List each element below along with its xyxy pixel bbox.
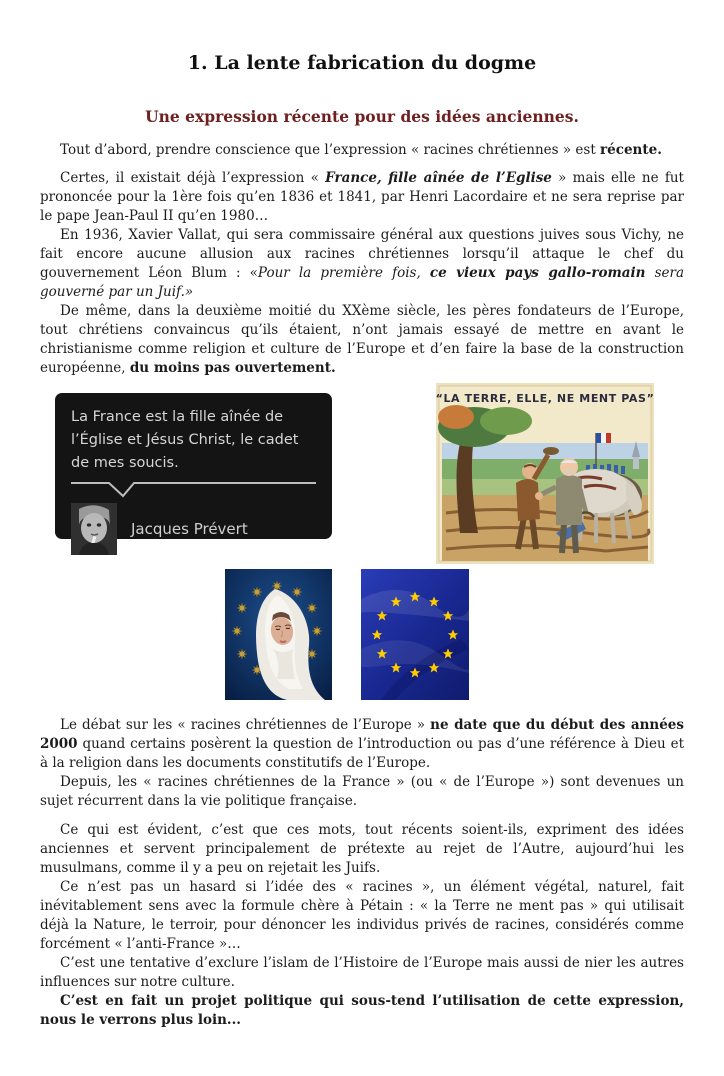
text-run: » mais elle ne fut prononcée pour la 1ère fois qu’en 1836 et 1841, par Henri Lacordaire et ne sera reprise par le pape Jean-Paul II qu’en 1980… [40, 170, 684, 224]
text-run: C’est une tentative d’exclure l’islam de l’Histoire de l’Europe mais aussi de nier les autres influences sur notre culture. [40, 955, 684, 990]
figure-row-2 [40, 569, 684, 700]
text-run: Ce qui est évident, c’est que ces mots, tout récents soient-ils, expriment des idées anciennes et servent principalement de prétexte au rejet de l’Autre, aujourd’hui les musulmans, comme il y a peu on rejetait les Juifs. [40, 822, 684, 876]
text-run: Tout d’abord, prendre conscience que l’expression « racines chrétiennes » est [60, 142, 601, 158]
figure-row-1 [40, 383, 684, 566]
page-title: 1. La lente fabrication du dogme [187, 52, 537, 74]
text-run: En 1936, Xavier Vallat, qui sera commissaire général aux questions juives sous Vichy, ne fait encore aucune allusion aux racines chrétiennes lorsqu’il attaque le chef du gouvernement Léon Blum : « [40, 227, 684, 281]
paragraph-6 [40, 773, 684, 811]
paragraph-5 [40, 716, 684, 773]
text-run: Le débat sur les « racines chrétiennes de l’Europe » [60, 717, 431, 733]
vichy-poster-image [436, 383, 654, 564]
prevert-portrait-image [71, 503, 117, 555]
paragraph-10-conclusion [40, 992, 684, 1030]
text-run-bold: du moins pas ouvertement. [129, 360, 336, 376]
text-run-bold: C’est en fait un projet politique qui sous-tend l’utilisation de cette expression, nous le verrons plus loin... [40, 993, 684, 1028]
paragraph-2 [40, 169, 684, 226]
section-subtitle: Une expression récente pour des idées anciennes. [145, 107, 579, 126]
paragraph-7 [40, 821, 684, 878]
text-run-bold-italic: ce vieux pays gallo-romain [429, 265, 646, 281]
text-run: De même, dans la deuxième moitié du XXème siècle, les pères fondateurs de l’Europe, tout chrétiens convaincus qu’ils étaient, n’ont jamais essayé de mettre en avant le christianisme comme religion et culture de l’Europe et d’en faire la base de la construction européenne, [40, 303, 684, 376]
text-run-bold-italic: France, fille aînée de l’Eglise [325, 170, 552, 186]
speech-bubble-tail-line [71, 481, 316, 499]
paragraph-8 [40, 878, 684, 954]
virgin-mary-stars-image [225, 569, 332, 700]
quote-text: La France est la fille aînée de l’Église et Jésus Christ, le cadet de mes soucis. [71, 409, 299, 471]
document-page [0, 52, 724, 1030]
text-run-italic: sera gouverné par un Juif.» [40, 265, 685, 300]
paragraph-1 [40, 141, 684, 160]
paragraph-4 [40, 302, 684, 378]
poster-caption: “LA TERRE, ELLE, NE MENT PAS” [436, 392, 654, 405]
text-run-bold: ne date que du début des années 2000 [40, 717, 684, 752]
paragraph-3 [40, 226, 684, 302]
text-run: quand certains posèrent la question de l’introduction ou pas d’une référence à Dieu et à la religion dans les documents constitutifs de l’Europe. [40, 736, 684, 771]
quote-author: Jacques Prévert [131, 520, 248, 538]
text-run: Ce n’est pas un hasard si l’idée des « racines », un élément végétal, naturel, fait inévitablement sens avec la formule chère à Pétain : « la Terre ne ment pas » qui utilisait déjà la Nature, le terroir, pour dénoncer les individus privés de racines, considérés comme forcément « l’anti-France »… [40, 879, 684, 952]
text-run: Certes, il existait déjà l’expression « [60, 170, 326, 186]
quote-author-row [71, 503, 316, 555]
text-run-italic: Pour la première fois, [257, 265, 430, 281]
prevert-quote-card [55, 393, 332, 539]
text-run: Depuis, les « racines chrétiennes de la France » (ou « de l’Europe ») sont devenues un sujet récurrent dans la vie politique française. [40, 774, 684, 809]
paragraph-9 [40, 954, 684, 992]
text-run-bold: récente. [600, 142, 662, 158]
eu-flag-image [361, 569, 469, 700]
